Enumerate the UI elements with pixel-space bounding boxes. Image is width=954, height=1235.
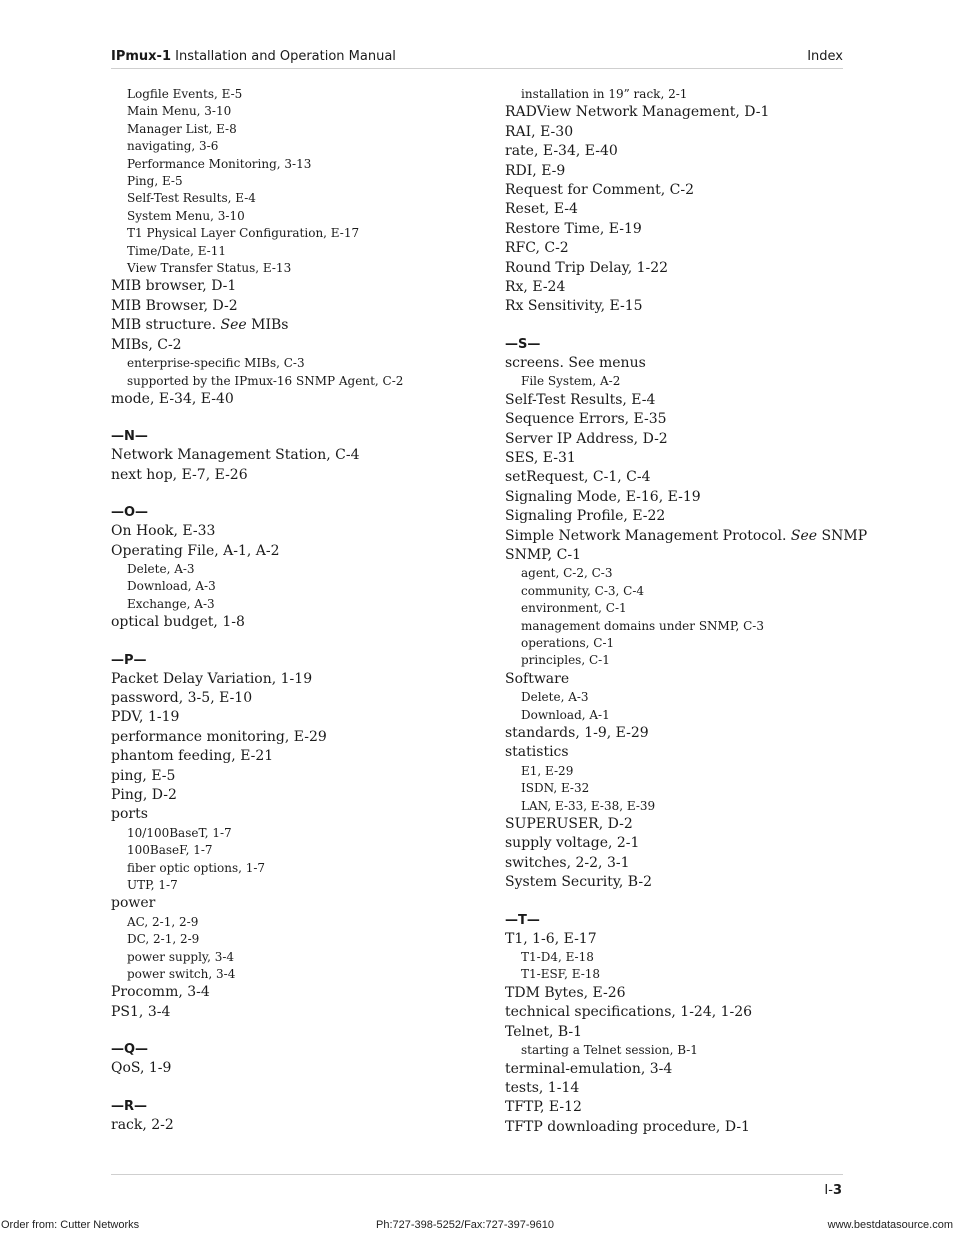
index-entry: Self-Test Results, E-4 (505, 391, 656, 408)
index-entry: screens. See menus (505, 354, 646, 371)
index-entry: PDV, 1-19 (111, 709, 180, 726)
index-letter-heading: —Q— (111, 1042, 149, 1058)
index-entry: PS1, 3-4 (111, 1003, 171, 1020)
index-entry: RDI, E-9 (505, 162, 566, 179)
section-spacer (505, 893, 845, 911)
index-entry: Restore Time, E-19 (505, 220, 642, 237)
page-number-prefix: I- (824, 1183, 833, 1198)
index-subentry: System Menu, 3-10 (127, 208, 245, 223)
section-spacer (111, 1079, 491, 1097)
index-entry: SNMP, C-1 (505, 546, 582, 563)
footer-divider (111, 1174, 843, 1175)
index-entry: Signaling Profile, E-22 (505, 508, 666, 525)
index-subentry: AC, 2-1, 2-9 (127, 914, 199, 929)
index-subentry: environment, C-1 (521, 601, 627, 616)
index-subentry: 100BaseF, 1-7 (127, 843, 213, 858)
index-entry: optical budget, 1-8 (111, 614, 245, 631)
order-source: Order from: Cutter Networks (1, 1219, 140, 1231)
index-entry: rate, E-34, E-40 (505, 143, 618, 160)
index-entry: Simple Network Management Protocol. See SNMP (505, 527, 868, 544)
index-subentry: enterprise-specific MIBs, C-3 (127, 356, 305, 371)
index-entry: Reset, E-4 (505, 201, 578, 218)
contact-phone-fax: Ph:727-398-5252/Fax:727-397-9610 (376, 1219, 554, 1231)
index-entry: RFC, C-2 (505, 240, 569, 257)
index-entry: ports (111, 806, 148, 823)
index-entry: Rx Sensitivity, E-15 (505, 298, 643, 315)
index-subentry: 10/100BaseT, 1-7 (127, 825, 232, 840)
section-spacer (111, 633, 491, 651)
index-subentry: operations, C-1 (521, 635, 615, 650)
index-letter-heading: —N— (111, 429, 148, 445)
index-subentry: Exchange, A-3 (127, 596, 215, 611)
index-entry: TFTP downloading procedure, D-1 (505, 1118, 750, 1135)
index-subentry: Download, A-1 (521, 707, 610, 722)
index-entry: Procomm, 3-4 (111, 984, 210, 1001)
index-entry: MIB structure. See MIBs (111, 317, 289, 334)
page-number (824, 1182, 842, 1199)
product-name: IPmux-1 (111, 49, 171, 64)
manual-title-rest: Installation and Operation Manual (171, 49, 396, 64)
index-subentry: Main Menu, 3-10 (127, 104, 232, 119)
index-entry: next hop, E-7, E-26 (111, 466, 248, 483)
index-subentry: T1-ESF, E-18 (521, 967, 601, 982)
index-entry: ping, E-5 (111, 767, 176, 784)
index-entry: Packet Delay Variation, 1-19 (111, 670, 313, 687)
index-entry: rack, 2-2 (111, 1116, 174, 1133)
index-letter-heading: —P— (111, 652, 147, 668)
index-entry: MIB browser, D-1 (111, 278, 237, 295)
index-entry: Server IP Address, D-2 (505, 430, 668, 447)
section-name: Index (807, 49, 843, 64)
index-entry: Request for Comment, C-2 (505, 182, 694, 199)
index-subentry: principles, C-1 (521, 653, 610, 668)
index-subentry: supported by the IPmux-16 SNMP Agent, C-2 (127, 373, 404, 388)
index-letter-heading: —T— (505, 912, 540, 928)
index-subentry: installation in 19” rack, 2-1 (521, 87, 688, 101)
index-subentry: Download, A-3 (127, 579, 216, 594)
index-subentry: Time/Date, E-11 (127, 243, 226, 258)
index-entry: setRequest, C-1, C-4 (505, 469, 651, 486)
index-entry: RAI, E-30 (505, 123, 574, 140)
index-entry: standards, 1-9, E-29 (505, 725, 649, 741)
index-subentry: community, C-3, C-4 (521, 583, 645, 598)
index-subentry: View Transfer Status, E-13 (127, 261, 292, 276)
index-column-right (505, 86, 868, 1137)
index-subentry: fiber optic options, 1-7 (127, 860, 266, 875)
index-entry: performance monitoring, E-29 (111, 728, 327, 745)
index-entry: MIB Browser, D-2 (111, 297, 238, 314)
index-subentry: power switch, 3-4 (127, 967, 236, 982)
index-entry: terminal-emulation, 3-4 (505, 1060, 673, 1077)
index-entry: statistics (505, 744, 569, 761)
index-entry: On Hook, E-33 (111, 523, 216, 540)
section-spacer (111, 1022, 491, 1040)
index-subentry: UTP, 1-7 (127, 878, 178, 893)
see-reference: See (790, 527, 818, 544)
page-number-value: 3 (832, 1183, 842, 1198)
index-subentry: Performance Monitoring, 3-13 (127, 156, 312, 171)
index-entry: power (111, 895, 156, 912)
index-subentry: navigating, 3-6 (127, 139, 219, 154)
index-entry: MIBs, C-2 (111, 336, 182, 353)
index-subentry: Manager List, E-8 (127, 121, 237, 136)
index-entry: technical specifications, 1-24, 1-26 (505, 1004, 753, 1021)
section-spacer (111, 409, 491, 427)
index-entry: TFTP, E-12 (505, 1099, 582, 1116)
index-subentry: File System, A-2 (521, 374, 621, 389)
index-subentry: Logfile Events, E-5 (127, 87, 243, 101)
index-entry: Network Management Station, C-4 (111, 447, 360, 464)
index-entry: Operating File, A-1, A-2 (111, 542, 280, 559)
index-subentry: starting a Telnet session, B-1 (521, 1043, 698, 1058)
index-subentry: power supply, 3-4 (127, 949, 235, 964)
index-entry: password, 3-5, E-10 (111, 689, 253, 706)
index-entry: tests, 1-14 (505, 1079, 580, 1096)
manual-title (111, 48, 396, 65)
index-entry: T1, 1-6, E-17 (505, 930, 597, 947)
index-subentry: Ping, E-5 (127, 174, 183, 189)
index-entry: Round Trip Delay, 1-22 (505, 259, 669, 276)
index-entry: switches, 2-2, 3-1 (505, 854, 630, 871)
index-subentry: DC, 2-1, 2-9 (127, 932, 200, 947)
index-subentry: Delete, A-3 (127, 561, 195, 576)
index-entry: Rx, E-24 (505, 279, 566, 296)
index-column-left (111, 86, 491, 1135)
index-entry: RADView Network Management, D-1 (505, 104, 770, 121)
index-letter-heading: —S— (505, 336, 541, 352)
website-link[interactable]: www.bestdatasource.com (827, 1219, 953, 1231)
see-reference: See (220, 317, 247, 334)
index-entry: Software (505, 670, 570, 687)
index-entry: phantom feeding, E-21 (111, 748, 274, 765)
index-entry: Telnet, B-1 (505, 1023, 583, 1040)
index-entry: SUPERUSER, D-2 (505, 816, 633, 833)
index-subentry: T1 Physical Layer Configuration, E-17 (127, 226, 360, 241)
index-subentry: Self-Test Results, E-4 (127, 191, 256, 206)
index-entry: Sequence Errors, E-35 (505, 411, 667, 428)
index-entry: System Security, B-2 (505, 874, 652, 891)
index-subentry: management domains under SNMP, C-3 (521, 618, 764, 633)
index-letter-heading: —O— (111, 505, 149, 521)
index-entry: mode, E-34, E-40 (111, 390, 234, 407)
section-spacer (505, 317, 845, 335)
index-letter-heading: —R— (111, 1098, 148, 1114)
section-spacer (111, 485, 491, 503)
index-subentry: E1, E-29 (521, 763, 574, 778)
index-entry: Signaling Mode, E-16, E-19 (505, 488, 701, 505)
index-entry: Ping, D-2 (111, 787, 177, 803)
index-subentry: T1-D4, E-18 (521, 950, 594, 965)
index-subentry: ISDN, E-32 (521, 781, 590, 796)
index-subentry: agent, C-2, C-3 (521, 566, 613, 581)
index-entry: SES, E-31 (505, 449, 576, 466)
page-header (111, 48, 843, 69)
index-subentry: Delete, A-3 (521, 690, 589, 705)
index-subentry: LAN, E-33, E-38, E-39 (521, 798, 656, 813)
index-entry: TDM Bytes, E-26 (505, 984, 626, 1001)
index-entry: QoS, 1-9 (111, 1060, 172, 1077)
index-entry: supply voltage, 2-1 (505, 835, 640, 852)
